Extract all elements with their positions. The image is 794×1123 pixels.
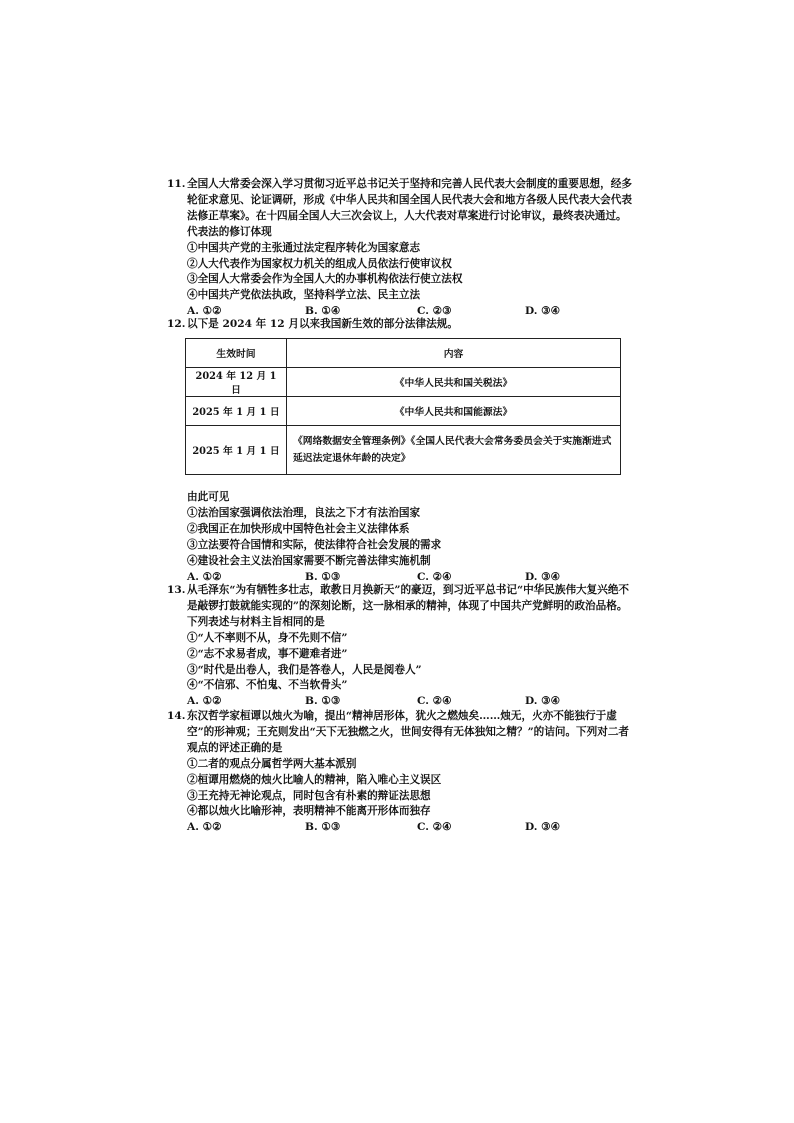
option-b[interactable]: B. ①③ bbox=[305, 570, 341, 583]
question-11-stem bbox=[167, 177, 637, 241]
question-11-text: 全国人大常委会深入学习贯彻习近平总书记关于坚持和完善人民代表大会制度的重要思想，经多轮征求意见、论证调研，形成《中华人民共和国全国人民代表大会和地方各级人民代表大会代表法修正草案》。在十四届全国人大三次会议上，人大代表对草案进行讨论审议，最终表决通过。代表法的修订体现 bbox=[187, 178, 632, 238]
question-14-text: 东汉哲学家桓谭以烛火为喻，提出“精神居形体，犹火之燃烛矣……烛无，火亦不能独行于虚空”的形神观；王充则发出“天下无独燃之火，世间安得有无体独知之精？”的诘问。下列对二者观点的评述正确的是 bbox=[187, 710, 630, 754]
question-13-item-2: ②“志不求易者成，事不避难者进” bbox=[187, 647, 348, 660]
table-cell-date: 2025 年 1 月 1 日 bbox=[186, 397, 287, 426]
question-12-continued bbox=[167, 490, 637, 586]
table-row bbox=[186, 368, 621, 397]
question-14 bbox=[167, 709, 637, 836]
table-header-content: 内容 bbox=[287, 339, 621, 368]
option-a[interactable]: A. ①② bbox=[187, 821, 222, 834]
option-a[interactable]: A. ①② bbox=[187, 570, 222, 583]
question-14-options bbox=[187, 820, 637, 836]
table-cell-content: 《网络数据安全管理条例》《全国人民代表大会常务委员会关于实施渐进式延迟法定退休年龄的决定》 bbox=[287, 426, 621, 475]
table-cell-date: 2024 年 12 月 1 日 bbox=[186, 368, 287, 397]
table-header-row bbox=[186, 339, 621, 368]
question-11-item-2: ②人大代表作为国家权力机关的组成人员依法行使审议权 bbox=[187, 257, 452, 270]
question-14-item-3: ③王充持无神论观点，同时包含有朴素的辩证法思想 bbox=[187, 789, 431, 802]
question-12 bbox=[167, 317, 637, 333]
table-cell-date: 2025 年 1 月 1 日 bbox=[186, 426, 287, 475]
question-11-item-3: ③全国人大常委会作为全国人大的办事机构依法行使立法权 bbox=[187, 273, 463, 286]
option-b[interactable]: B. ①③ bbox=[305, 821, 341, 834]
option-c[interactable]: C. ②④ bbox=[417, 695, 452, 708]
option-d[interactable]: D. ③④ bbox=[525, 821, 561, 834]
question-14-item-2: ②桓谭用燃烧的烛火比喻人的精神，陷入唯心主义误区 bbox=[187, 773, 442, 786]
option-d[interactable]: D. ③④ bbox=[525, 305, 561, 318]
option-c[interactable]: C. ②③ bbox=[417, 305, 452, 318]
question-12-lead: 由此可见 bbox=[187, 491, 230, 503]
question-12-item-3: ③立法要符合国情和实际，使法律符合社会发展的需求 bbox=[187, 538, 442, 551]
table-header-date: 生效时间 bbox=[186, 339, 287, 368]
question-11-item-4: ④中国共产党依法执政，坚持科学立法、民主立法 bbox=[187, 289, 421, 302]
question-12-item-4: ④建设社会主义法治国家需要不断完善法律实施机制 bbox=[187, 554, 431, 567]
laws-table bbox=[185, 338, 621, 475]
question-14-item-1: ①二者的观点分属哲学两大基本派别 bbox=[187, 757, 357, 770]
question-13-number: 13. bbox=[167, 584, 186, 596]
option-c[interactable]: C. ②④ bbox=[417, 821, 452, 834]
question-11 bbox=[167, 177, 637, 320]
table-row bbox=[186, 426, 621, 475]
question-14-stem bbox=[167, 709, 637, 757]
table-cell-content: 《中华人民共和国关税法》 bbox=[287, 368, 621, 397]
question-13-item-4: ④“不信邪、不怕鬼、不当软骨头” bbox=[187, 679, 348, 692]
question-13-text: 从毛泽东“为有牺牲多壮志，敢教日月换新天”的豪迈，到习近平总书记“中华民族伟大复兴绝不是敲锣打鼓就能实现的”的深刻论断，这一脉相承的精神，体现了中国共产党鲜明的政治品格。下列表述与材料主旨相同的是 bbox=[187, 584, 630, 628]
option-a[interactable]: A. ①② bbox=[187, 695, 222, 708]
question-12-stem bbox=[167, 317, 637, 333]
option-c[interactable]: C. ②④ bbox=[417, 570, 452, 583]
option-b[interactable]: B. ①④ bbox=[305, 305, 341, 318]
question-12-item-1: ①法治国家强调依法治理，良法之下才有法治国家 bbox=[187, 506, 421, 519]
option-d[interactable]: D. ③④ bbox=[525, 695, 561, 708]
option-a[interactable]: A. ①② bbox=[187, 305, 222, 318]
question-12-number: 12. bbox=[167, 318, 186, 330]
question-13 bbox=[167, 583, 637, 710]
question-13-stem bbox=[167, 583, 637, 631]
question-13-options bbox=[187, 694, 637, 710]
table-cell-content: 《中华人民共和国能源法》 bbox=[287, 397, 621, 426]
question-14-item-4: ④都以烛火比喻形神，表明精神不能离开形体而独存 bbox=[187, 805, 431, 818]
question-13-item-1: ①“人不率则不从，身不先则不信” bbox=[187, 631, 348, 644]
question-12-item-2: ②我国正在加快形成中国特色社会主义法律体系 bbox=[187, 522, 410, 535]
question-12-text: 以下是 2024 年 12 月以来我国新生效的部分法律法规。 bbox=[187, 318, 458, 330]
option-d[interactable]: D. ③④ bbox=[525, 570, 561, 583]
question-11-item-1: ①中国共产党的主张通过法定程序转化为国家意志 bbox=[187, 241, 421, 254]
table-row bbox=[186, 397, 621, 426]
question-13-item-3: ③“时代是出卷人，我们是答卷人，人民是阅卷人” bbox=[187, 663, 422, 676]
option-b[interactable]: B. ①③ bbox=[305, 695, 341, 708]
question-11-number: 11. bbox=[167, 178, 186, 190]
question-14-number: 14. bbox=[167, 710, 186, 722]
